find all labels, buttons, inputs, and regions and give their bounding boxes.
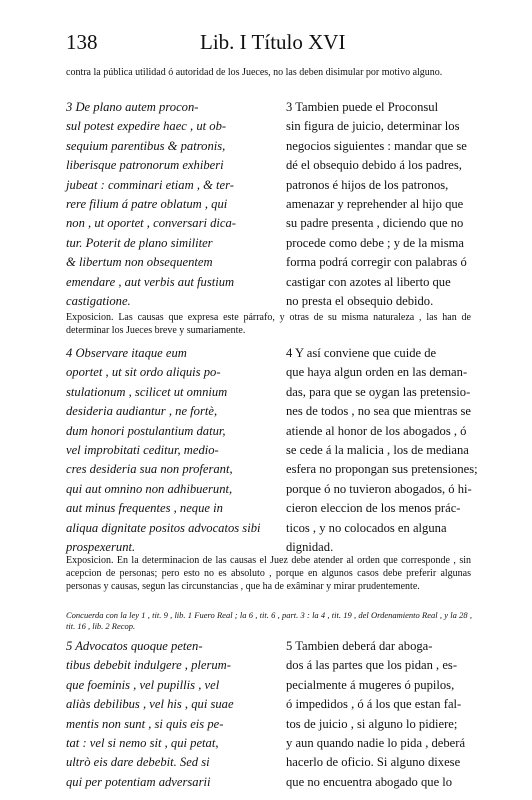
- text-line: nes de todos , no sea que mientras se: [286, 404, 472, 419]
- text-line: y aun quando nadie lo pida , deberá: [286, 736, 466, 751]
- text-line: & libertum non obsequentem: [66, 255, 213, 270]
- running-title: Lib. I Título XVI: [200, 30, 346, 54]
- text-line: porque ó no tuvieron abogados, ó hi-: [286, 481, 472, 496]
- text-line: que foeminis , vel pupillis , vel: [66, 677, 220, 692]
- text-line: non , ut oportet , conversari dica-: [66, 216, 236, 231]
- text-line: emendare , aut verbis aut fustium: [66, 274, 235, 289]
- text-line: tibus debebit indulgere , plerum-: [66, 658, 231, 673]
- text-line: tur. Poterit de plano similiter: [66, 235, 213, 250]
- spanish-paragraph-3: [286, 98, 472, 311]
- top-note: contra la pública utilidad ó autoridad de los Jueces, no las deben disimular por motivo alguno.: [66, 67, 443, 78]
- spanish-paragraph-5: [286, 637, 472, 792]
- text-line: hacerlo de oficio. Si alguno dixese: [286, 755, 461, 770]
- page-number: 138: [66, 30, 98, 54]
- text-line: desideria audiantur , ne fortè,: [66, 404, 218, 419]
- latin-paragraph-4: [66, 344, 269, 557]
- text-line: dé el obsequio debido á los padres,: [286, 158, 462, 173]
- text-line: se cede á la malicia , los de mediana: [286, 443, 469, 458]
- text-line: rere filium á patre oblatum , qui: [66, 197, 228, 212]
- text-line: dignidad.: [286, 540, 334, 555]
- text-line: ó impedidos , ó á los que estan fal-: [286, 697, 462, 712]
- text-line: sul potest expedire haec , ut ob-: [66, 119, 227, 134]
- text-line: dos á las partes que los pidan , es-: [286, 658, 458, 673]
- text-line: 4 Y así conviene que cuide de: [286, 346, 437, 360]
- text-line: 3 De plano autem procon-: [66, 100, 199, 114]
- text-line: aliqua dignitate positos advocatos sibi prospexerunt.: [66, 520, 261, 555]
- text-line: esfera no propongan sus pretensiones;: [286, 462, 478, 477]
- text-line: sequium parentibus & patronis,: [66, 138, 226, 153]
- exposicion-note-3: Exposicion. Las causas que expresa este párrafo, y otras de su misma naturaleza , las han de determinar los Jueces breve y sumariamente.: [66, 312, 471, 336]
- text-line: ultrò eis dare debebit. Sed si: [66, 755, 210, 770]
- text-line: qui per potentiam adversarii: [66, 774, 211, 789]
- text-line: cieron eleccion de los menos prác-: [286, 501, 461, 516]
- text-line: 5 Tambien deberá dar aboga-: [286, 639, 433, 653]
- latin-paragraph-5: [66, 637, 269, 792]
- text-line: tos de juicio , si alguno lo pidiere;: [286, 716, 458, 731]
- text-line: amenazar y reprehender al hijo que: [286, 197, 464, 212]
- text-line: stulationum , scilicet ut omnium: [66, 384, 228, 399]
- text-line: aliàs debilibus , vel his , qui suae: [66, 697, 234, 712]
- text-line: sin figura de juicio, determinar los: [286, 119, 460, 134]
- text-line: patronos é hijos de los patronos,: [286, 177, 449, 192]
- text-line: liberisque patronorum exhiberi: [66, 158, 224, 173]
- text-line: mentis non sunt , si quis eis pe-: [66, 716, 224, 731]
- text-line: que no encuentra abogado que lo: [286, 774, 453, 789]
- text-line: no presta el obsequio debido.: [286, 294, 434, 309]
- text-line: oportet , ut sit ordo aliquis po-: [66, 365, 221, 380]
- text-line: atiende al honor de los abogados , ó: [286, 423, 467, 438]
- spanish-paragraph-4: [286, 344, 478, 557]
- text-line: procede como debe ; y de la misma: [286, 235, 464, 250]
- text-line: 3 Tambien puede el Proconsul: [286, 100, 439, 114]
- latin-paragraph-3: [66, 98, 269, 311]
- text-line: tat : vel si nemo sit , qui petat,: [66, 736, 219, 751]
- text-line: su padre presenta , diciendo que no: [286, 216, 464, 231]
- text-line: vel improbitati ceditur, medio-: [66, 443, 219, 458]
- text-line: cres desideria sua non proferant,: [66, 462, 233, 477]
- text-line: 4 Observare itaque eum: [66, 346, 187, 360]
- text-line: qui aut omnino non adhibuerunt,: [66, 481, 233, 496]
- text-line: aut minus frequentes , neque in: [66, 501, 223, 516]
- text-line: ticos , y no colocados en alguna: [286, 520, 447, 535]
- text-line: pecialmente á mugeres ó pupilos,: [286, 677, 455, 692]
- text-line: forma podrá corregir con palabras ó: [286, 255, 467, 270]
- text-line: castigatione.: [66, 294, 131, 309]
- text-line: negocios siguientes : mandar que se: [286, 138, 467, 153]
- text-line: das, para que se oygan las pretensio-: [286, 384, 471, 399]
- exposicion-note-4: Exposicion. En la determinacion de las causas el Juez debe atender al orden que corresponde , sin acepcion de personas; pero esto no es absoluto , porque en algunos casos debe preferir algunas personas y causas, segun las circunstancias , que ha de exâminar y mirar prudentemente.: [66, 555, 471, 592]
- concordance-note: Concuerda con la ley 1 , tit. 9 , lib. 1 Fuero Real ; la 6 , tit. 6 , part. 3 : la 4 , tit. 19 , del Ordenamiento Real , y la 28 , tit. 16 , lib. 2 Recop.: [66, 610, 472, 631]
- text-line: que haya algun orden en las deman-: [286, 365, 468, 380]
- text-line: dum honori postulantium datur,: [66, 423, 226, 438]
- text-line: jubeat : comminari etiam , & ter-: [66, 177, 234, 192]
- text-line: castigar con azotes al liberto que: [286, 274, 451, 289]
- text-line: 5 Advocatos quoque peten-: [66, 639, 203, 653]
